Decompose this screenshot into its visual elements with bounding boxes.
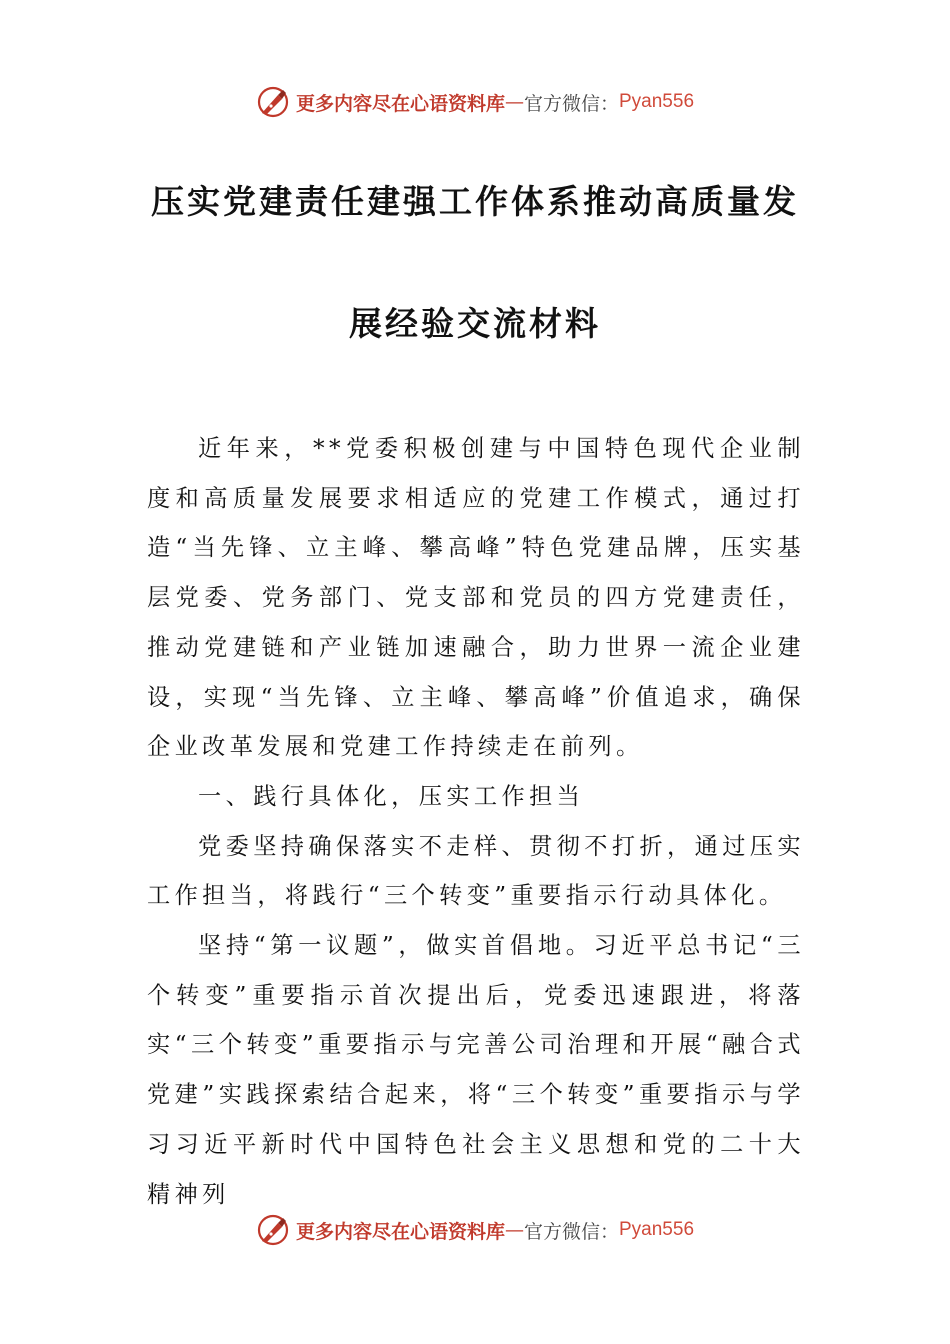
paragraph-intro: 近年来，**党委积极创建与中国特色现代企业制度和高质量发展要求相适应的党建工作模式，通过打造“当先锋、立主峰、攀高峰”特色党建品牌，压实基层党委、党务部门、党支部和党员的四方党建责任，推动党建链和产业链加速融合，助力世界一流企业建设，实现“当先锋、立主峰、攀高峰”价值追求，确保企业改革发展和党建工作持续走在前列。 <box>147 435 805 761</box>
banner-wechat-id: Pyan556 <box>619 1219 695 1240</box>
banner-wechat-id: Pyan556 <box>619 91 695 112</box>
document-title-line-1: 压实党建责任建强工作体系推动高质量发 <box>151 182 799 221</box>
section-heading-1: 一、践行具体化，压实工作担当 <box>198 782 585 810</box>
banner-wechat-label: 官方微信： <box>523 92 619 115</box>
pen-nib-logo-icon <box>256 85 290 119</box>
document-body <box>147 424 805 1219</box>
pen-nib-logo-icon <box>256 1213 290 1247</box>
footer-banner <box>0 1210 950 1250</box>
paragraph-section-1-summary: 党委坚持确保落实不走样、贯彻不打折，通过压实工作担当，将践行“三个转变”重要指示行动具体化。 <box>147 832 805 910</box>
banner-separator: — <box>504 1219 524 1241</box>
banner-wechat-label: 官方微信： <box>523 1220 619 1243</box>
banner-separator: — <box>504 91 524 113</box>
document-title-line-2: 展经验交流材料 <box>349 304 601 343</box>
banner-slogan: 更多内容尽在心语资料库 <box>295 92 505 115</box>
paragraph-first-topic: 坚持“第一议题”，做实首倡地。习近平总书记“三个转变”重要指示首次提出后，党委迅速跟进，将落实“三个转变”重要指示与完善公司治理和开展“融合式党建”实践探索结合起来，将“三个转变”重要指示与学习习近平新时代中国特色社会主义思想和党的二十大精神列 <box>147 932 805 1208</box>
banner-slogan: 更多内容尽在心语资料库 <box>295 1220 505 1243</box>
header-banner <box>0 82 950 122</box>
